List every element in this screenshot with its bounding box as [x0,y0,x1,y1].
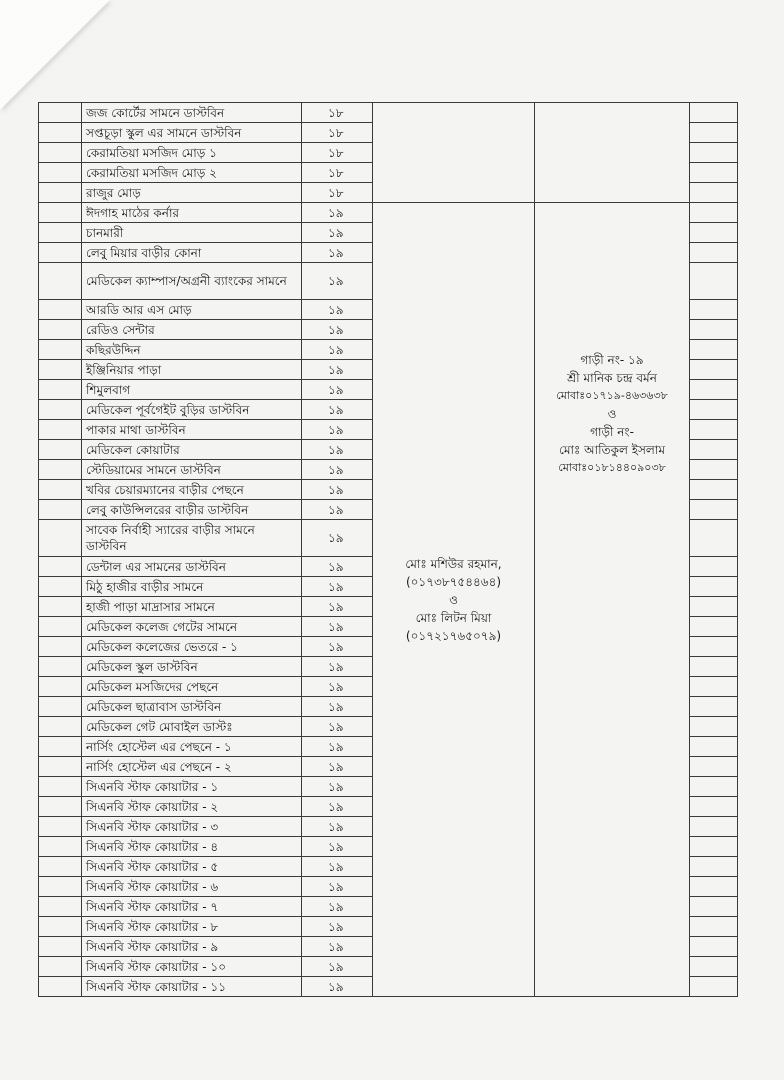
driver-name-2: মোঃ আতিকুল ইসলাম [558,443,666,457]
serial-cell [39,223,82,243]
location-cell: লেবু মিয়ার বাড়ীর কোনা [82,243,302,263]
ward-cell: ১৯ [302,877,373,897]
serial-cell [39,897,82,917]
serial-cell [39,597,82,617]
serial-cell [39,877,82,897]
remarks-cell [690,577,738,597]
location-cell: স্টেডিয়ামের সামনে ডাস্টবিন [82,460,302,480]
ward-cell: ১৯ [302,500,373,520]
remarks-cell [690,757,738,777]
location-cell: শিমুলবাগ [82,380,302,400]
ward-cell: ১৯ [302,857,373,877]
driver-name-1: শ্রী মানিক চন্দ্র বর্মন [567,371,657,385]
vehicle-and: ও [607,407,617,421]
serial-cell [39,757,82,777]
remarks-cell [690,677,738,697]
ward-cell: ১৯ [302,897,373,917]
ward-cell: ১৯ [302,937,373,957]
serial-cell [39,103,82,123]
serial-cell [39,617,82,637]
remarks-cell [690,380,738,400]
serial-cell [39,857,82,877]
ward-cell: ১৯ [302,677,373,697]
serial-cell [39,837,82,857]
location-cell: মেডিকেল ক্যাম্পাস/অগ্রনী ব্যাংকের সামনে [82,263,302,300]
remarks-cell [690,777,738,797]
remarks-cell [690,203,738,223]
serial-cell [39,500,82,520]
serial-cell [39,817,82,837]
ward-cell: ১৮ [302,103,373,123]
location-cell: সিএনবি স্টাফ কোয়াটার - ৯ [82,937,302,957]
serial-cell [39,143,82,163]
location-cell: মেডিকেল স্কুল ডাস্টবিন [82,657,302,677]
location-cell: সপ্তচূড়া স্কুল এর সামনে ডাস্টবিন [82,123,302,143]
remarks-cell [690,400,738,420]
ward-cell: ১৯ [302,203,373,223]
serial-cell [39,777,82,797]
remarks-cell [690,223,738,243]
folded-corner [0,0,110,110]
serial-cell [39,183,82,203]
ward-cell: ১৯ [302,757,373,777]
ward-cell: ১৯ [302,520,373,557]
serial-cell [39,400,82,420]
ward-cell: ১৮ [302,143,373,163]
ward-cell: ১৯ [302,300,373,320]
remarks-cell [690,500,738,520]
remarks-cell [690,440,738,460]
remarks-cell [690,957,738,977]
location-cell: মেডিকেল ছাত্রাবাস ডাস্টবিন [82,697,302,717]
serial-cell [39,320,82,340]
serial-cell [39,577,82,597]
ward-cell: ১৯ [302,440,373,460]
remarks-cell [690,480,738,500]
remarks-cell [690,977,738,997]
ward-cell: ১৯ [302,597,373,617]
remarks-cell [690,263,738,300]
location-cell: সিএনবি স্টাফ কোয়াটার - ১ [82,777,302,797]
location-cell: খবির চেয়ারম্যানের বাড়ীর পেছনে [82,480,302,500]
table-row [39,103,738,123]
serial-cell [39,203,82,223]
remarks-cell [690,617,738,637]
location-cell: মেডিকেল গেট মোবাইল ডাস্টঃ [82,717,302,737]
location-cell: নার্সিং হোস্টেল এর পেছনে - ২ [82,757,302,777]
location-cell: মেডিকেল পূর্বগেইট বুড়ির ডাস্টবিন [82,400,302,420]
supervisor-cell-group1 [373,103,535,203]
ward-cell: ১৯ [302,957,373,977]
location-cell: সাবেক নির্বাহী স্যারের বাড়ীর সামনে ডাস্টবিন [82,520,302,557]
serial-cell [39,977,82,997]
remarks-cell [690,637,738,657]
serial-cell [39,737,82,757]
ward-cell: ১৯ [302,400,373,420]
location-cell: মেডিকেল কলেজের ভেতরে - ১ [82,637,302,657]
ward-cell: ১৯ [302,460,373,480]
vehicle-driver-cell [535,203,690,997]
ward-cell: ১৮ [302,123,373,143]
ward-cell: ১৯ [302,420,373,440]
remarks-cell [690,917,738,937]
remarks-cell [690,163,738,183]
ward-cell: ১৯ [302,263,373,300]
location-cell: মেডিকেল মসজিদের পেছনে [82,677,302,697]
serial-cell [39,657,82,677]
serial-cell [39,937,82,957]
location-cell: সিএনবি স্টাফ কোয়াটার - ১০ [82,957,302,977]
serial-cell [39,677,82,697]
location-cell: মিঠু হাজীর বাড়ীর সামনে [82,577,302,597]
remarks-cell [690,657,738,677]
remarks-cell [690,717,738,737]
location-cell: সিএনবি স্টাফ কোয়াটার - ৩ [82,817,302,837]
supervisor-and: ও [449,592,458,607]
serial-cell [39,440,82,460]
supervisor-phone-1: (০১৭৩৮৭৫৪৪৬৪) [405,574,502,589]
remarks-cell [690,360,738,380]
remarks-cell [690,897,738,917]
ward-cell: ১৯ [302,817,373,837]
ward-cell: ১৯ [302,637,373,657]
location-cell: মেডিকেল কোয়াটার [82,440,302,460]
driver-phone-2: মোবাঃ০১৮১৪৪০৯০৩৮ [558,461,666,474]
driver-phone-1: মোবাঃ০১৭১৯-৪৬৩৬৩৮ [556,389,668,402]
serial-cell [39,243,82,263]
location-cell: রেডিও সেন্টার [82,320,302,340]
ward-cell: ১৯ [302,340,373,360]
vehicle-number-2: গাড়ী নং- [590,425,634,439]
collection-points-table [38,102,738,997]
remarks-cell [690,340,738,360]
location-cell: কেরামতিয়া মসজিদ মোড় ১ [82,143,302,163]
location-cell: কছিরউদ্দিন [82,340,302,360]
location-cell: সিএনবি স্টাফ কোয়াটার - ১১ [82,977,302,997]
serial-cell [39,957,82,977]
serial-cell [39,263,82,300]
remarks-cell [690,557,738,577]
serial-cell [39,717,82,737]
serial-cell [39,557,82,577]
remarks-cell [690,857,738,877]
remarks-cell [690,320,738,340]
ward-cell: ১৯ [302,243,373,263]
location-cell: লেবু কাউন্সিলরের বাড়ীর ডাস্টবিন [82,500,302,520]
serial-cell [39,520,82,557]
location-cell: সিএনবি স্টাফ কোয়াটার - ২ [82,797,302,817]
ward-cell: ১৯ [302,360,373,380]
remarks-cell [690,837,738,857]
serial-cell [39,917,82,937]
remarks-cell [690,597,738,617]
remarks-cell [690,243,738,263]
location-cell: ঈদগাহ মাঠের কর্নার [82,203,302,223]
supervisor-name-2: মোঃ লিটন মিয়া [415,610,492,625]
ward-cell: ১৯ [302,697,373,717]
remarks-cell [690,697,738,717]
location-cell: সিএনবি স্টাফ কোয়াটার - ৪ [82,837,302,857]
location-cell: রাজুর মোড় [82,183,302,203]
ward-cell: ১৯ [302,797,373,817]
location-cell: হাজী পাড়া মাদ্রাসার সামনে [82,597,302,617]
ward-cell: ১৯ [302,657,373,677]
serial-cell [39,360,82,380]
serial-cell [39,480,82,500]
remarks-cell [690,877,738,897]
serial-cell [39,460,82,480]
remarks-cell [690,300,738,320]
location-cell: ডেন্টাল এর সামনের ডাস্টবিন [82,557,302,577]
remarks-cell [690,937,738,957]
ward-cell: ১৯ [302,617,373,637]
remarks-cell [690,817,738,837]
remarks-cell [690,520,738,557]
ward-cell: ১৯ [302,777,373,797]
location-cell: ইঞ্জিনিয়ার পাড়া [82,360,302,380]
ward-cell: ১৯ [302,717,373,737]
vehicle-cell-group1 [535,103,690,203]
remarks-cell [690,183,738,203]
location-cell: সিএনবি স্টাফ কোয়াটার - ৭ [82,897,302,917]
remarks-cell [690,797,738,817]
location-cell: মেডিকেল কলেজ গেটের সামনে [82,617,302,637]
ward-cell: ১৯ [302,837,373,857]
remarks-cell [690,420,738,440]
ward-cell: ১৯ [302,480,373,500]
ward-cell: ১৯ [302,223,373,243]
ward-cell: ১৯ [302,577,373,597]
serial-cell [39,697,82,717]
location-cell: সিএনবি স্টাফ কোয়াটার - ৮ [82,917,302,937]
ward-cell: ১৯ [302,557,373,577]
remarks-cell [690,123,738,143]
serial-cell [39,163,82,183]
ward-cell: ১৮ [302,183,373,203]
location-cell: জজ কোর্টের সামনে ডাস্টবিন [82,103,302,123]
ward-cell: ১৯ [302,977,373,997]
supervisor-phone-2: (০১৭২১৭৬৫০৭৯) [405,628,502,643]
serial-cell [39,340,82,360]
location-cell: পাকার মাথা ডাস্টবিন [82,420,302,440]
location-cell: নার্সিং হোস্টেল এর পেছনে - ১ [82,737,302,757]
ward-cell: ১৯ [302,380,373,400]
ward-cell: ১৯ [302,737,373,757]
location-cell: কেরামতিয়া মসজিদ মোড় ২ [82,163,302,183]
ward-cell: ১৯ [302,917,373,937]
table-row [39,203,738,223]
location-cell: সিএনবি স্টাফ কোয়াটার - ৫ [82,857,302,877]
remarks-cell [690,103,738,123]
serial-cell [39,797,82,817]
ward-cell: ১৮ [302,163,373,183]
remarks-cell [690,737,738,757]
vehicle-number-1: গাড়ী নং- ১৯ [580,353,644,367]
serial-cell [39,637,82,657]
supervisor-cell [373,203,535,997]
remarks-cell [690,143,738,163]
location-cell: আরডি আর এস মোড় [82,300,302,320]
supervisor-name-1: মোঃ মশিউর রহমান, [405,556,502,571]
serial-cell [39,123,82,143]
ward-cell: ১৯ [302,320,373,340]
serial-cell [39,380,82,400]
serial-cell [39,300,82,320]
location-cell: চানমারী [82,223,302,243]
location-cell: সিএনবি স্টাফ কোয়াটার - ৬ [82,877,302,897]
serial-cell [39,420,82,440]
remarks-cell [690,460,738,480]
